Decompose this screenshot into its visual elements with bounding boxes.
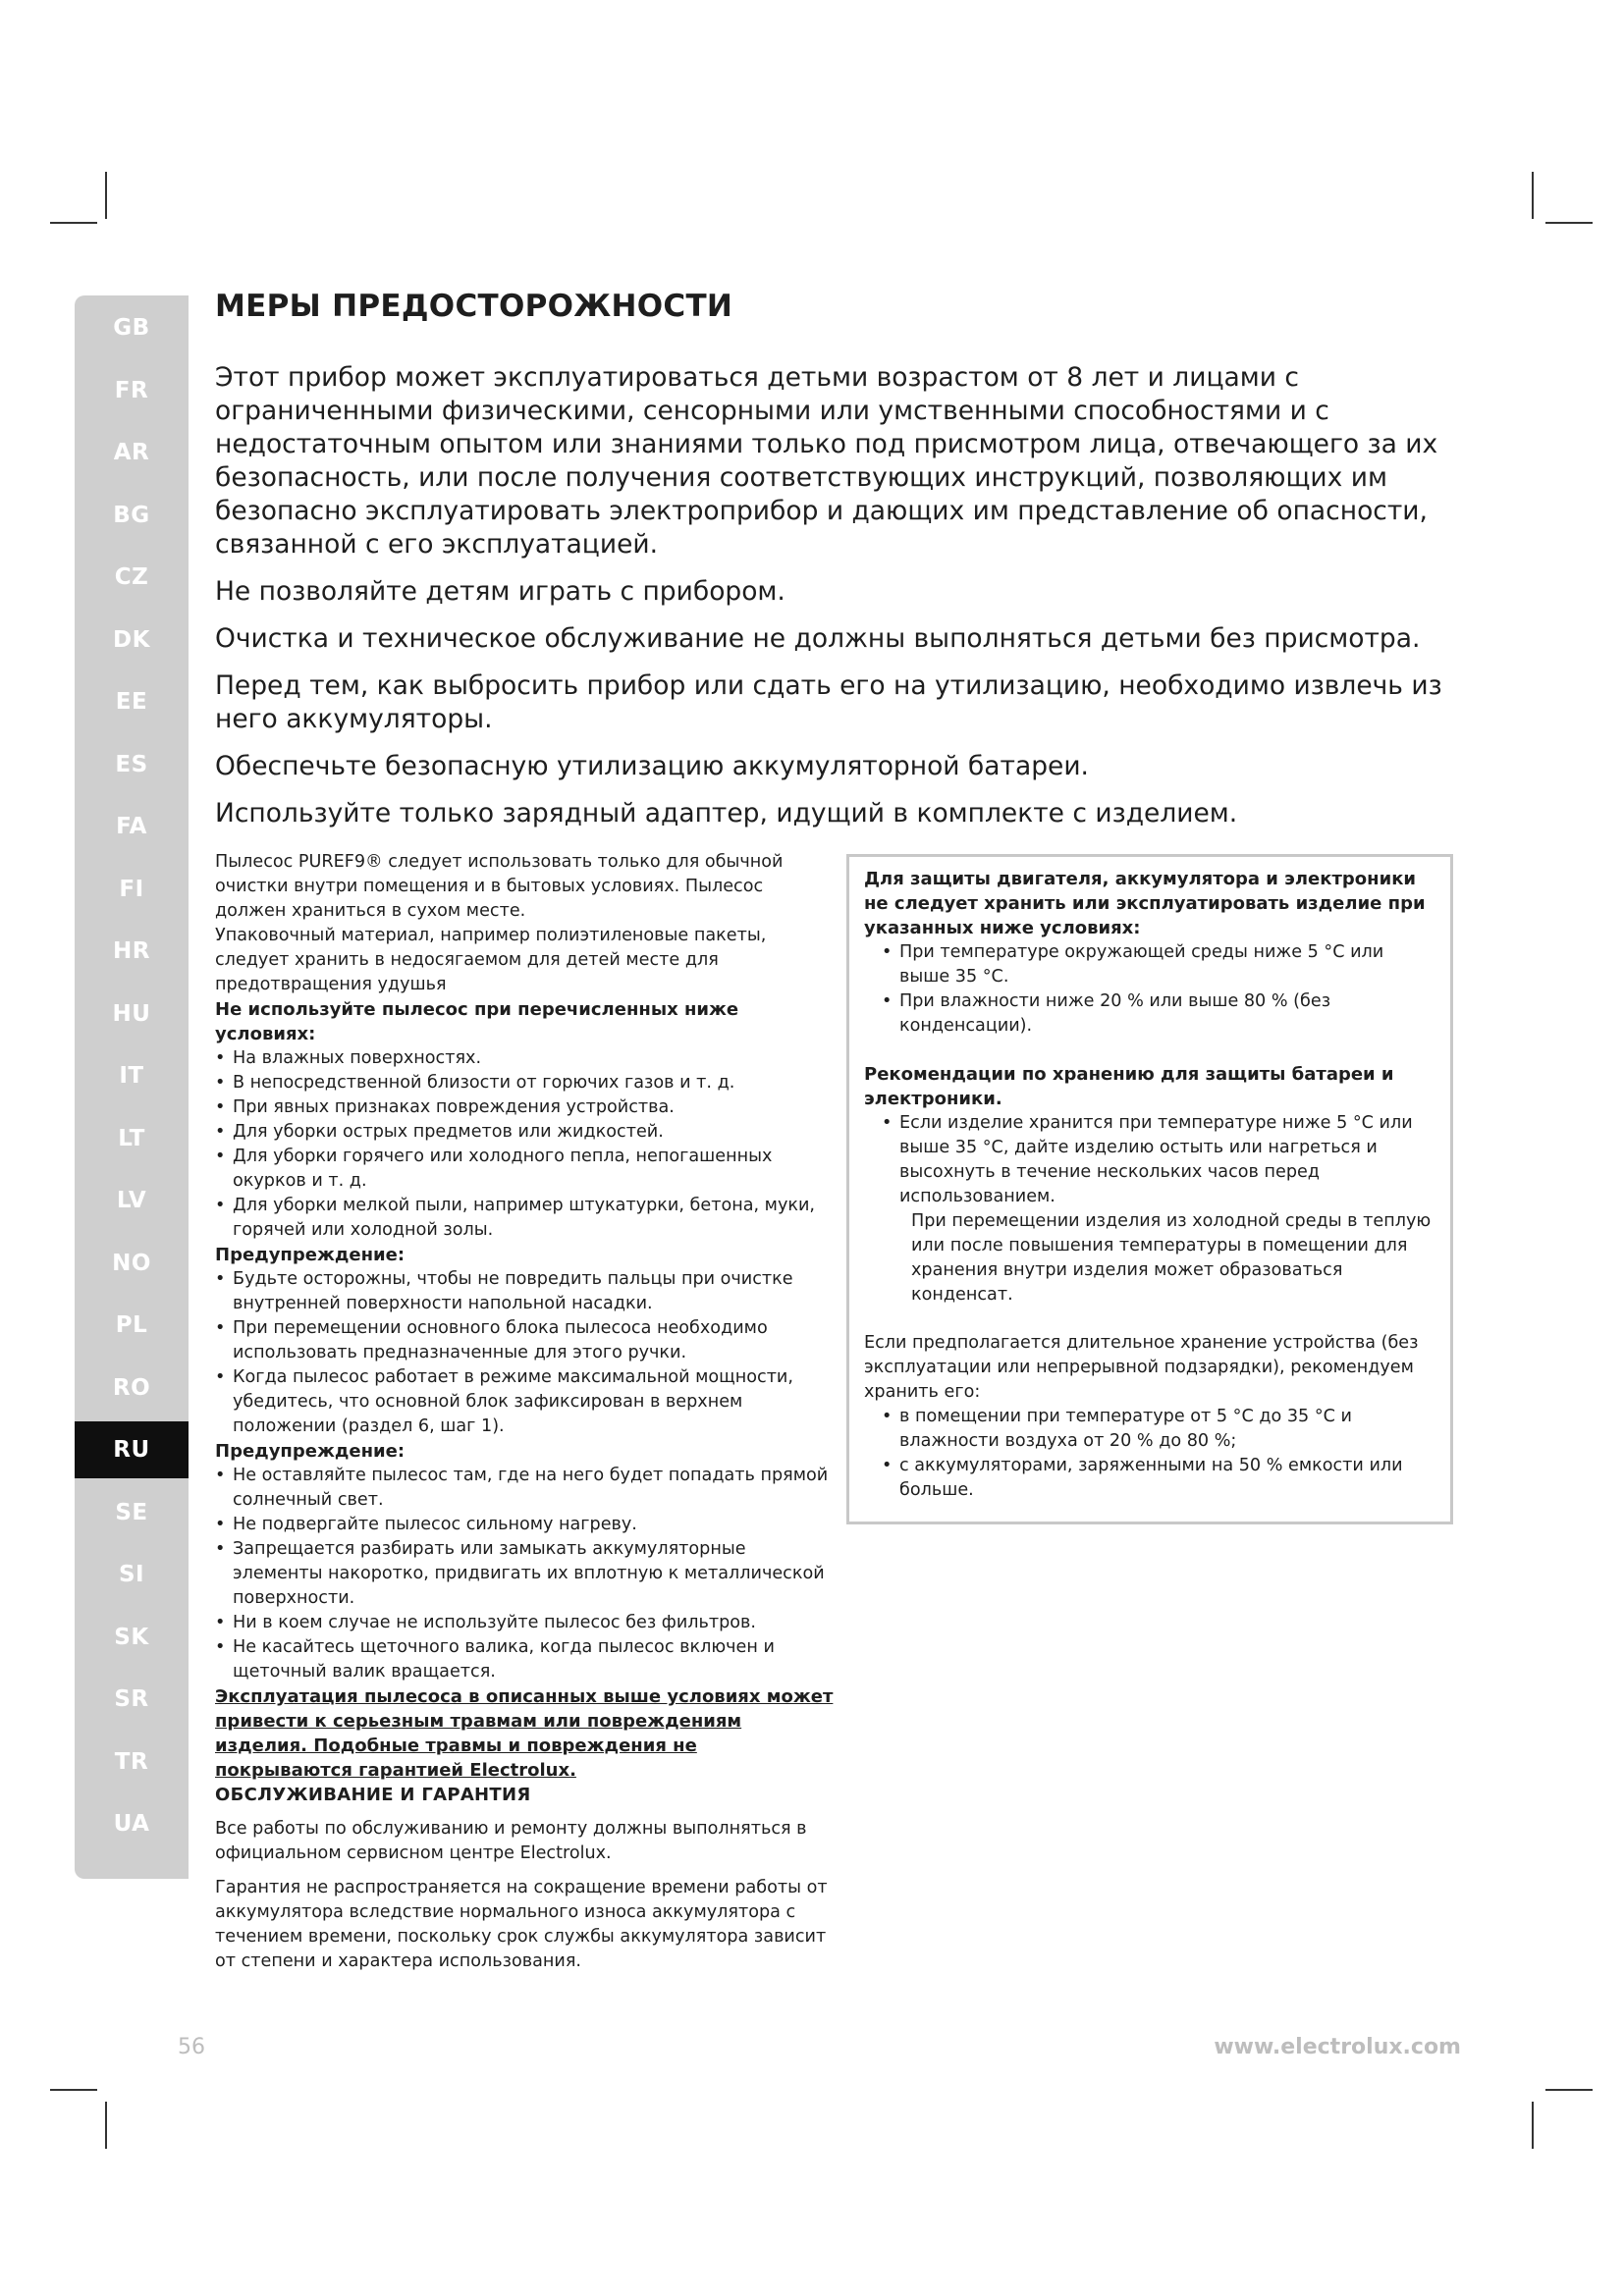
warning-heading: Предупреждение: <box>215 1245 406 1265</box>
language-tab-strip <box>75 295 189 1879</box>
service-text: Все работы по обслуживанию и ремонту должны выполняться в официальном сервисном центре Electrolux. <box>215 1819 807 1863</box>
left-column <box>215 850 834 1974</box>
language-tab-hu: HU <box>112 1000 151 1027</box>
language-tab-lv: LV <box>116 1188 147 1213</box>
page-number: 56 <box>178 2035 205 2059</box>
storage-heading: Рекомендации по хранению для защиты батареи и электроники. <box>864 1064 1394 1109</box>
crop-mark <box>1545 2089 1593 2091</box>
website-url: www.electrolux.com <box>1214 2035 1461 2059</box>
language-tab-fi: FI <box>119 876 144 902</box>
crop-mark <box>1545 222 1593 224</box>
language-tab-gb: GB <box>113 315 150 341</box>
intro-section <box>215 361 1491 844</box>
storage-list <box>882 1111 1436 1209</box>
language-tab-lt: LT <box>118 1125 145 1151</box>
crop-mark <box>105 2102 107 2149</box>
intro-paragraph: Не позволяйте детям играть с прибором. <box>215 576 785 607</box>
warning-list <box>215 1464 834 1684</box>
page-title: МЕРЫ ПРЕДОСТОРОЖНОСТИ <box>215 289 733 324</box>
crop-mark <box>1532 172 1534 219</box>
intro-paragraph: Этот прибор может эксплуатироваться детьми возрастом от 8 лет и лицами с ограниченными физическими, сенсорными или умственными способностями и с недостаточным опытом или знаниями только под присмотром лица, отвечающего за их безопасность, или после получения соответствующих инструкций, позволяющих им безопасно эксплуатировать электроприбор и дающих им представление об опасности, связанной с его эксплуатацией. <box>215 362 1438 560</box>
language-tab-ru: RU <box>75 1421 189 1478</box>
language-tab-pl: PL <box>115 1312 148 1338</box>
list-item: • Для уборки острых предметов или жидкостей. <box>215 1120 834 1145</box>
list-item: • Не оставляйте пылесос там, где на него будет попадать прямой солнечный свет. <box>215 1464 834 1513</box>
list-item: • На влажных поверхностях. <box>215 1046 834 1071</box>
language-tab-dk: DK <box>113 626 150 653</box>
list-item: • Ни в коем случае не используйте пылесос без фильтров. <box>215 1611 834 1635</box>
language-tab-ar: AR <box>113 440 150 465</box>
language-tab-sk: SK <box>114 1624 149 1650</box>
language-tab-fa: FA <box>116 814 147 839</box>
language-tab-si: SI <box>118 1562 145 1587</box>
list-item: • Не подвергайте пылесос сильному нагреву. <box>215 1513 834 1537</box>
language-tab-ro: RO <box>112 1374 151 1401</box>
language-tab-bg: BG <box>113 502 150 528</box>
language-tab-ee: EE <box>115 689 148 715</box>
protect-heading: Для защиты двигателя, аккумулятора и электроники не следует хранить или эксплуатировать изделие при указанных ниже условиях: <box>864 869 1426 938</box>
language-tab-it: IT <box>119 1063 144 1089</box>
service-heading: ОБСЛУЖИВАНИЕ И ГАРАНТИЯ <box>215 1785 531 1805</box>
storage-info-box <box>846 854 1453 1524</box>
do-not-use-list <box>215 1046 834 1243</box>
language-tab-no: NO <box>112 1250 151 1276</box>
crop-mark <box>1532 2102 1534 2149</box>
list-item: • Для уборки горячего или холодного пепла, непогашенных окурков и т. д. <box>215 1145 834 1194</box>
list-item: • Когда пылесос работает в режиме максимальной мощности, убедитесь, что основной блок зафиксирован в верхнем положении (раздел 6, шаг 1). <box>215 1365 834 1439</box>
list-item: • Будьте осторожны, чтобы не повредить пальцы при очистке внутренней поверхности напольной насадки. <box>215 1267 834 1316</box>
warning-heading: Предупреждение: <box>215 1441 406 1462</box>
warning-list <box>215 1267 834 1439</box>
crop-mark <box>50 222 97 224</box>
list-item: • Если изделие хранится при температуре ниже 5 °C или выше 35 °C, дайте изделию остыть или нагреться и высохнуть в течение нескольких часов перед использованием. <box>882 1111 1436 1209</box>
intro-paragraph: Перед тем, как выбросить прибор или сдать его на утилизацию, необходимо извлечь из него аккумуляторы. <box>215 670 1442 734</box>
do-not-use-heading: Не используйте пылесос при перечисленных ниже условиях: <box>215 999 739 1044</box>
language-tab-ua: UA <box>113 1811 150 1837</box>
language-tab-cz: CZ <box>114 564 149 590</box>
list-item: • Не касайтесь щеточного валика, когда пылесос включен и щеточный валик вращается. <box>215 1635 834 1684</box>
list-item: • Для уборки мелкой пыли, например штукатурки, бетона, муки, горячей или холодной золы. <box>215 1194 834 1243</box>
list-item: • В непосредственной близости от горючих газов и т. д. <box>215 1071 834 1095</box>
longterm-text: Если предполагается длительное хранение устройства (без эксплуатации или непрерывной подзарядки), рекомендуем хранить его: <box>864 1333 1419 1402</box>
language-tab-se: SE <box>115 1499 148 1525</box>
list-item: • При влажности ниже 20 % или выше 80 % (без конденсации). <box>882 989 1436 1039</box>
language-tab-fr: FR <box>114 377 149 403</box>
usage-text: Пылесос PUREF9® следует использовать только для обычной очистки внутри помещения и в бытовых условиях. Пылесос должен храниться в сухом месте. <box>215 852 784 921</box>
list-item: • При температуре окружающей среды ниже 5 °C или выше 35 °C. <box>882 940 1436 989</box>
storage-note: При перемещении изделия из холодной среды в теплую или после повышения температуры в помещении для хранения внутри изделия может образоваться конденсат. <box>911 1211 1432 1305</box>
list-item: • При явных признаках повреждения устройства. <box>215 1095 834 1120</box>
language-tab-hr: HR <box>113 938 150 964</box>
language-tab-es: ES <box>115 751 148 777</box>
list-item: • При перемещении основного блока пылесоса необходимо использовать предназначенные для этого ручки. <box>215 1316 834 1365</box>
crop-mark <box>50 2089 97 2091</box>
warranty-text: Гарантия не распространяется на сокращение времени работы от аккумулятора вследствие нормального износа аккумулятора с течением времени, поскольку срок службы аккумулятора зависит от степени и характера использования. <box>215 1878 828 1971</box>
list-item: • Запрещается разбирать или замыкать аккумуляторные элементы накоротко, придвигать их вплотную к металлической поверхности. <box>215 1537 834 1611</box>
protect-list <box>882 940 1436 1039</box>
crop-mark <box>105 172 107 219</box>
intro-paragraph: Обеспечьте безопасную утилизацию аккумуляторной батареи. <box>215 751 1089 781</box>
longterm-list <box>882 1405 1436 1503</box>
underlined-warning: Эксплуатация пылесоса в описанных выше условиях может привести к серьезным травмам или повреждениям изделия. Подобные травмы и повреждения не покрываются гарантией Electrolux. <box>215 1686 834 1781</box>
intro-paragraph: Очистка и техническое обслуживание не должны выполняться детьми без присмотра. <box>215 623 1421 654</box>
intro-paragraph: Используйте только зарядный адаптер, идущий в комплекте с изделием. <box>215 798 1238 828</box>
language-tab-tr: TR <box>114 1748 149 1775</box>
language-tab-sr: SR <box>114 1686 149 1712</box>
list-item: • в помещении при температуре от 5 °C до 35 °C и влажности воздуха от 20 % до 80 %; <box>882 1405 1436 1454</box>
list-item: • с аккумуляторами, заряженными на 50 % емкости или больше. <box>882 1454 1436 1503</box>
packaging-text: Упаковочный материал, например полиэтиленовые пакеты, следует хранить в недосягаемом для детей месте для предотвращения удушья <box>215 926 767 994</box>
